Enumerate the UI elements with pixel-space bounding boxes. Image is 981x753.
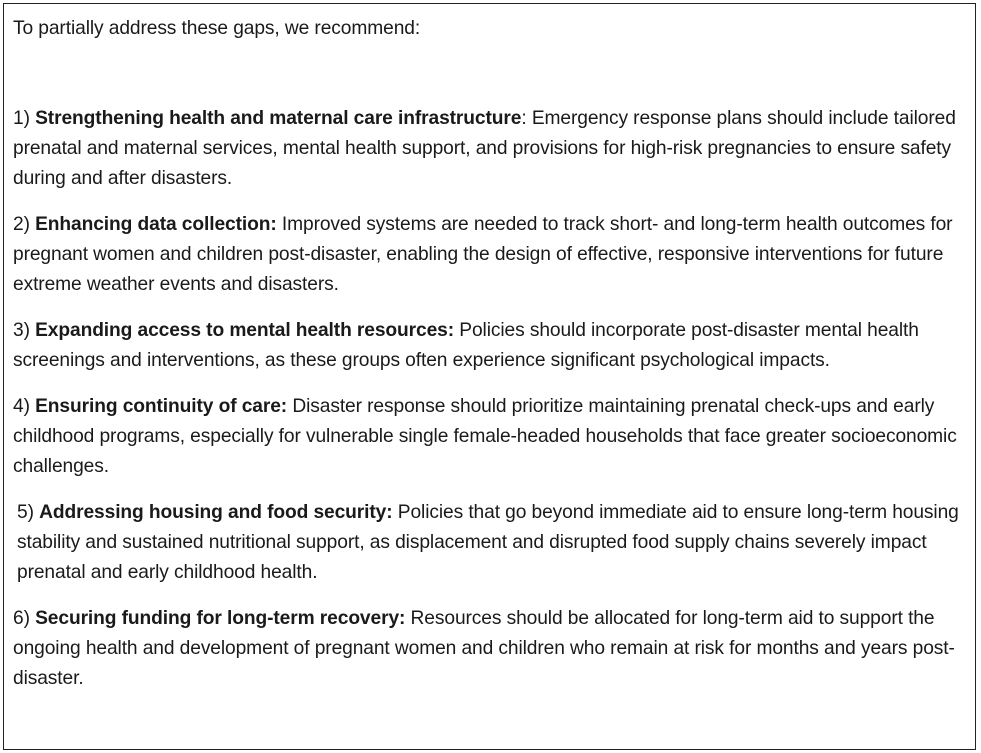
recommendation-1: [13, 104, 975, 194]
recommendation-number: 5): [17, 502, 34, 523]
recommendation-separator: :: [521, 108, 527, 129]
recommendation-text: Emergency response plans should include tailored prenatal and maternal services, mental health support, and provisions for high-risk pregnancies to ensure safety during and after disasters.: [13, 108, 956, 189]
intro-text: To partially address these gaps, we recommend:: [13, 18, 421, 39]
recommendation-number: 6): [13, 608, 30, 629]
recommendation-4: [13, 392, 975, 482]
document-frame: [3, 3, 976, 750]
recommendation-title: Addressing housing and food security:: [39, 502, 393, 523]
recommendation-text: Disaster response should prioritize maintaining prenatal check-ups and early childhood programs, especially for vulnerable single female-headed households that face greater socioeconomic challenges.: [13, 396, 957, 477]
recommendation-text: Improved systems are needed to track short- and long-term health outcomes for pregnant women and children post-disaster, enabling the design of effective, responsive interventions for future extreme weather events and disasters.: [13, 214, 953, 295]
recommendation-title: Expanding access to mental health resources:: [35, 320, 455, 341]
recommendation-text: Policies that go beyond immediate aid to ensure long-term housing stability and sustained nutritional support, as displacement and disrupted food supply chains severely impact prenatal and early childhood health.: [17, 502, 959, 583]
recommendation-number: 3): [13, 320, 30, 341]
document-body: [13, 14, 975, 710]
recommendation-number: 1): [13, 108, 30, 129]
recommendation-text: Policies should incorporate post-disaster mental health screenings and interventions, as these groups often experience significant psychological impacts.: [13, 320, 919, 371]
recommendation-title: Enhancing data collection:: [35, 214, 277, 235]
recommendation-text: Resources should be allocated for long-term aid to support the ongoing health and development of pregnant women and children who remain at risk for months and years post-disaster.: [13, 608, 955, 689]
recommendation-title: Strengthening health and maternal care infrastructure: [35, 108, 522, 129]
recommendation-2: [13, 210, 975, 300]
recommendation-title: Securing funding for long-term recovery:: [35, 608, 406, 629]
recommendation-5: [13, 498, 975, 588]
recommendation-3: [13, 316, 975, 376]
recommendation-6: [13, 604, 975, 694]
recommendation-number: 2): [13, 214, 30, 235]
recommendation-number: 4): [13, 396, 30, 417]
recommendation-title: Ensuring continuity of care:: [35, 396, 288, 417]
